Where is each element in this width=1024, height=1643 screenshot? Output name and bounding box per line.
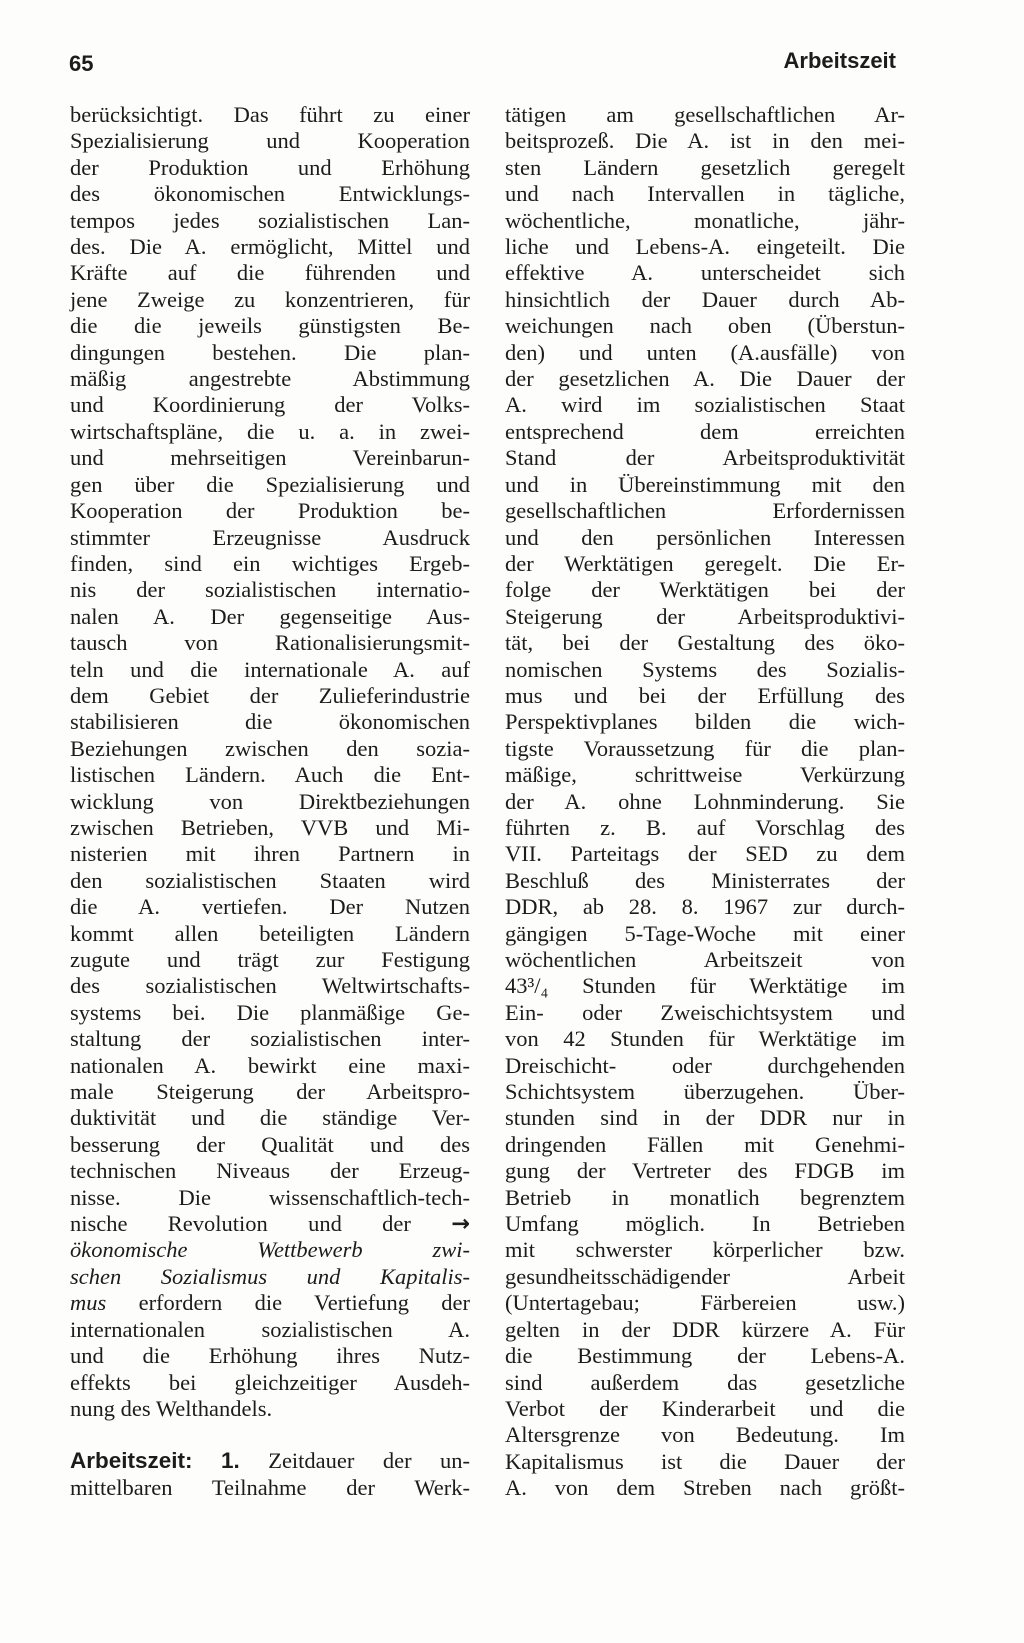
text-line: Stand der Arbeitsproduktivität [505,445,905,471]
text-line: effektive A. unterscheidet sich [505,260,905,286]
left-column-tail [70,1317,470,1423]
text-line: DDR, ab 28. 8. 1967 zur durch- [505,894,905,920]
text-line: nung des Welthandels. [70,1395,273,1421]
text-line: gesellschaftlichen Erfordernissen [505,498,905,524]
text-line: mit schwerster körperlicher bzw. [505,1237,905,1263]
text-line: hinsichtlich der Dauer durch Ab- [505,286,905,312]
text-line: stimmter Erzeugnisse Ausdruck [70,524,470,550]
running-head: Arbeitszeit [783,48,896,73]
cross-reference-text: schen Sozialismus und Kapitalis- [70,1263,470,1289]
text-line: Kräfte auf die führenden und [70,260,470,286]
text-line: der gesetzlichen A. Die Dauer der [505,366,905,392]
text-line: effekts bei gleichzeitiger Ausdeh- [70,1369,470,1395]
text-line: dringenden Fällen mit Genehmi- [505,1131,905,1157]
text-line: wirtschaftspläne, die u. a. in zwei- [70,418,470,444]
text-line: gängigen 5-Tage-Woche mit einer [505,920,905,946]
text-line: (Untertagebau; Färbereien usw.) [505,1290,905,1316]
text-line: jene Zweige zu konzentrieren, für [70,286,470,312]
text-line: nis der sozialistischen internatio- [70,577,470,603]
text-line: gesundheitsschädigender Arbeit [505,1263,905,1289]
text-line: und in Übereinstimmung mit den [505,471,905,497]
text-line: Beschluß des Ministerrates der [505,867,905,893]
text-line: und den persönlichen Interessen [505,524,905,550]
text-line: 43³/₄ Stunden für Werktätige im [505,973,905,999]
text-line: zugute und trägt zur Festigung [70,947,470,972]
text-line: teln und die internationale A. auf [70,656,470,682]
cross-reference-text: ökonomische Wettbewerb zwi- [70,1237,470,1263]
text-line: Perspektivplanes bilden die wich- [505,709,905,735]
text-line: duktivität und die ständige Ver- [70,1105,470,1131]
text-line: dem Gebiet der Zulieferindustrie [70,682,470,708]
text-line: und mehrseitigen Vereinbarun- [70,445,470,471]
text-line: folge der Werktätigen bei der [505,577,905,603]
text-line: gelten in der DDR kürzere A. Für [505,1316,905,1342]
text-line: wöchentliche, monatliche, jähr- [505,207,905,233]
text-line: Dreischicht- oder durchgehenden [505,1052,905,1078]
text-line: mittelbaren Teilnahme der Werk- [70,1474,470,1500]
text-line: entsprechend dem erreichten [505,418,905,444]
text-line: Verbot der Kinderarbeit und die [505,1395,905,1421]
text-line: weichungen nach oben (Überstun- [505,313,905,339]
text-line: mäßige, schrittweise Verkürzung [505,762,905,788]
text-line: tät, bei der Gestaltung des öko- [505,630,905,656]
text-line: wöchentlichen Arbeitszeit von [505,947,905,972]
text-line: Steigerung der Arbeitsproduktivi- [505,603,905,629]
text-line: zwischen Betrieben, VVB und Mi- [70,814,470,840]
text-line: listischen Ländern. Auch die Ent- [70,762,470,788]
left-column-lines [70,102,470,1211]
text-line: A. von dem Streben nach größt- [505,1475,905,1501]
text-line: wicklung von Direktbeziehungen [70,788,470,814]
text-line: Betrieb in monatlich begrenztem [505,1184,905,1210]
text-line: den) und unten (A.ausfälle) von [505,339,905,365]
text-line: finden, sind ein wichtiges Ergeb- [70,550,470,576]
text-line: stabilisieren die ökonomischen [70,709,470,735]
text-line: nationalen A. bewirkt eine maxi- [70,1052,470,1078]
cross-reference-text: mus [70,1290,107,1316]
text-line: Ein- oder Zweischichtsystem und [505,999,905,1025]
text-line: und nach Intervallen in tägliche, [505,181,905,207]
text-line: nomischen Systems des Sozialis- [505,656,905,682]
text-line: nisse. Die wissenschaftlich-tech- [70,1184,470,1210]
cross-reference-arrow-icon: → [451,1211,470,1238]
text-line: gen über die Spezialisierung und [70,471,470,497]
text-line: tempos jedes sozialistischen Lan- [70,207,470,233]
text-line: die Bestimmung der Lebens-A. [505,1343,905,1369]
text-line: Altersgrenze von Bedeutung. Im [505,1422,905,1448]
text-line: staltung der sozialistischen inter- [70,1026,470,1052]
text-line: der Produktion und Erhöhung [70,154,470,180]
text-line: den sozialistischen Staaten wird [70,867,470,893]
text-line: nisterien mit ihren Partnern in [70,841,470,867]
text-line: VII. Parteitags der SED zu dem [505,841,905,867]
text-line: mäßig angestrebte Abstimmung [70,366,470,392]
text-line: Schichtsystem überzugehen. Über- [505,1079,905,1105]
page-number: 65 [69,51,94,76]
text-line: von 42 Stunden für Werktätige im [505,1026,905,1052]
text-line: gung der Vertreter des FDGB im [505,1158,905,1184]
text-line: sten Ländern gesetzlich geregelt [505,154,905,180]
right-column [505,102,905,1502]
text-line: besserung der Qualität und des [70,1131,470,1157]
text-line: mus und bei der Erfüllung des [505,682,905,708]
text-line: dingungen bestehen. Die plan- [70,339,470,365]
text-line: Arbeitszeit: 1. Zeitdauer der un- [70,1448,471,1474]
text-line: und Koordinierung der Volks- [70,392,470,418]
text-line: des. Die A. ermöglicht, Mittel und [70,234,470,260]
text-line: liche und Lebens-A. eingeteilt. Die [505,234,905,260]
text-line: nalen A. Der gegenseitige Aus- [70,603,470,629]
entry-headword: Arbeitszeit: [70,1448,193,1474]
text-line: tausch von Rationalisierungsmit- [70,630,470,656]
text-line: der A. ohne Lohnminderung. Sie [505,788,905,814]
text-line: des sozialistischen Weltwirtschafts- [70,973,470,999]
text-line: beitsprozeß. Die A. ist in den mei- [505,128,905,154]
dictionary-entry-arbeitszeit [70,1448,470,1501]
text-line: Kapitalismus ist die Dauer der [505,1448,905,1474]
text-line: tigste Voraussetzung für die plan- [505,735,905,761]
text-line: Spezialisierung und Kooperation [70,128,470,154]
text-line: stunden sind in der DDR nur in [505,1105,905,1131]
entry-separator [70,1422,470,1448]
text-line: nische Revolution und der → [70,1211,470,1238]
text-line: internationalen sozialistischen A. [70,1316,470,1342]
text-line: systems bei. Die planmäßige Ge- [70,999,470,1025]
text-line: Umfang möglich. In Betrieben [505,1211,905,1237]
text-line: die A. vertiefen. Der Nutzen [70,894,470,920]
text-line: male Steigerung der Arbeitspro- [70,1079,470,1105]
left-column [70,102,470,1501]
right-column-lines [505,102,905,1502]
text-line: des ökonomischen Entwicklungs- [70,181,470,207]
text-line: mus erfordern die Vertiefung der [70,1290,470,1316]
text-line: tätigen am gesellschaftlichen Ar- [505,102,905,127]
text-line: berücksichtigt. Das führt zu einer [70,102,470,127]
text-line: die die jeweils günstigsten Be- [70,313,470,339]
text-line: führten z. B. auf Vorschlag des [505,814,905,840]
text-line: sind außerdem das gesetzliche [505,1369,905,1395]
text-line: Kooperation der Produktion be- [70,498,470,524]
text-line: A. wird im sozialistischen Staat [505,392,905,418]
text-line: und die Erhöhung ihres Nutz- [70,1343,470,1369]
text-line: kommt allen beteiligten Ländern [70,920,470,946]
text-line: technischen Niveaus der Erzeug- [70,1158,470,1184]
text-line: Beziehungen zwischen den sozia- [70,735,470,761]
text-line: der Werktätigen geregelt. Die Er- [505,550,905,576]
sense-number: 1. [220,1448,240,1474]
